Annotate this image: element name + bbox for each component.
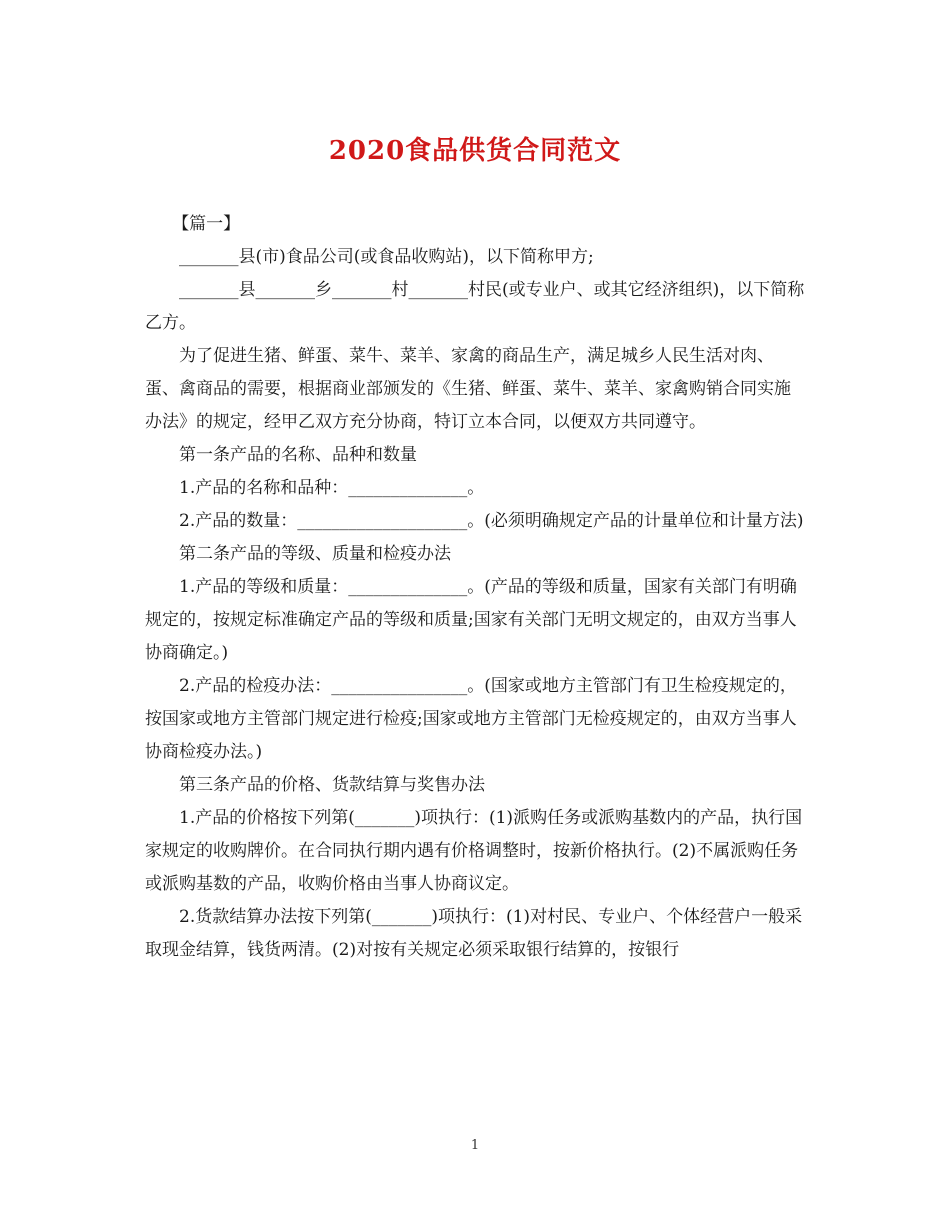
article-heading: 第一条产品的名称、品种和数量	[179, 445, 417, 465]
article-heading: 第二条产品的等级、质量和检疫办法	[179, 544, 451, 564]
document-body	[145, 208, 805, 967]
page-number: 1	[470, 1138, 480, 1153]
paragraph: 1.产品的名称和品种：______________。	[179, 478, 485, 498]
paragraph: 2.产品的数量：____________________。(必须明确规定产品的计量单位和计量方法)	[179, 511, 804, 531]
paragraph: 1.产品的等级和质量：______________。(产品的等级和质量，国家有关部门有明确规定的，按规定标准确定产品的等级和质量;国家有关部门无明文规定的，由双方当事人协商确定。)	[145, 577, 797, 663]
paragraph: _______县_______乡_______村_______村民(或专业户、或其它经济组织)，以下简称乙方。	[145, 280, 805, 333]
paragraph: 1.产品的价格按下列第(_______)项执行：(1)派购任务或派购基数内的产品，执行国家规定的收购牌价。在合同执行期内遇有价格调整时，按新价格执行。(2)不属派购任务或派购基数的产品，收购价格由当事人协商议定。	[145, 808, 803, 894]
paragraph: 2.货款结算办法按下列第(_______)项执行：(1)对村民、专业户、个体经营户一般采取现金结算，钱货两清。(2)对按有关规定必须采取银行结算的，按银行	[145, 907, 803, 960]
article-heading: 第三条产品的价格、货款结算与奖售办法	[179, 775, 485, 795]
paragraph: _______县(市)食品公司(或食品收购站)，以下简称甲方;	[179, 247, 594, 267]
paragraph: 为了促进生猪、鲜蛋、菜牛、菜羊、家禽的商品生产，满足城乡人民生活对肉、蛋、禽商品的需要，根据商业部颁发的《生猪、鲜蛋、菜牛、菜羊、家禽购销合同实施办法》的规定，经甲乙双方充分协商，特订立本合同，以便双方共同遵守。	[145, 346, 791, 432]
paragraph: 2.产品的检疫办法：________________。(国家或地方主管部门有卫生检疫规定的，按国家或地方主管部门规定进行检疫;国家或地方主管部门无检疫规定的，由双方当事人协商检疫办法。)	[145, 676, 797, 762]
document-title: 2020食品供货合同范文	[328, 136, 622, 166]
section-heading: 【篇一】	[172, 214, 241, 234]
